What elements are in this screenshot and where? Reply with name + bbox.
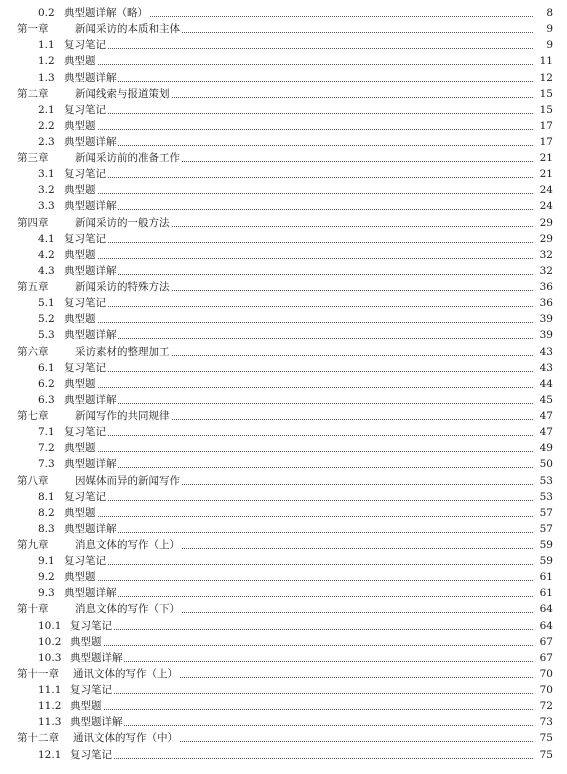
dot-leader [64,193,551,194]
toc-entry-title: 典型题详解 [64,136,117,148]
toc-entry-page-number: 75 [533,747,553,763]
toc-entry-page-number: 21 [533,150,553,166]
toc-section-row[interactable] [0,360,567,376]
toc-entry-page-number: 50 [533,456,553,472]
toc-chapter-row[interactable] [0,150,567,166]
toc-entry-title: 复习笔记 [64,103,106,116]
dot-leader [70,693,551,694]
toc-entry-title: 典型题 [64,119,96,132]
toc-entry-title: 典型题详解 [64,458,117,471]
dot-leader [64,274,551,275]
toc-section-row[interactable] [0,521,567,537]
toc-section-row[interactable] [0,698,567,714]
toc-chapter-row[interactable] [0,537,567,553]
toc-entry-number: 6.1 [38,361,55,374]
toc-entry-title: 典型题 [64,184,96,197]
toc-entry-page-number: 44 [533,376,553,392]
toc-section-row[interactable] [0,118,567,134]
toc-entry-title: 典型题 [64,248,96,261]
dot-leader [64,81,551,82]
dot-leader [64,500,551,501]
toc-entry-title: 典型题 [70,700,102,713]
dot-leader [64,242,551,243]
toc-entry-page-number: 24 [533,198,553,214]
toc-entry-title: 典型题 [70,635,102,648]
dot-leader [64,209,551,210]
dot-leader [64,467,551,468]
toc-entry-page-number: 53 [533,489,553,505]
toc-section-row[interactable] [0,182,567,198]
dot-leader [64,403,551,404]
toc-entry-page-number: 72 [533,698,553,714]
toc-entry-number: 第一章 [17,23,49,36]
toc-entry-number: 3.3 [38,200,55,213]
dot-leader [64,258,551,259]
toc-chapter-row[interactable] [0,473,567,489]
toc-entry-number: 9.1 [38,555,55,568]
toc-entry-number: 8.3 [38,522,55,535]
toc-section-row[interactable] [0,166,567,182]
toc-section-row[interactable] [0,714,567,730]
toc-section-row[interactable] [0,569,567,585]
toc-entry-title: 通讯文体的写作（中） [73,732,178,745]
toc-entry-number: 5.2 [38,313,55,326]
toc-entry-title: 典型题 [64,571,96,584]
toc-entry-number: 12.1 [38,748,62,761]
toc-entry-title: 复习笔记 [64,555,106,568]
toc-entry-page-number: 57 [533,521,553,537]
toc-entry-page-number: 67 [533,650,553,666]
toc-entry-title: 新闻采访的本质和主体 [75,23,180,36]
toc-section-row[interactable] [0,456,567,472]
toc-entry-title: 复习笔记 [70,748,112,761]
toc-entry-number: 第二章 [17,87,49,100]
toc-entry-number: 1.1 [38,39,55,52]
toc-entry-page-number: 39 [533,327,553,343]
toc-entry-page-number: 15 [533,102,553,118]
toc-entry-page-number: 70 [533,666,553,682]
toc-entry-title: 新闻线索与报道策划 [75,87,170,100]
toc-entry-number: 10.3 [38,651,62,664]
toc-section-row[interactable] [0,53,567,69]
toc-entry-title: 复习笔记 [64,426,106,439]
toc-entry-page-number: 64 [533,618,553,634]
toc-entry-title: 典型题详解 [70,651,123,664]
toc-section-row[interactable] [0,37,567,53]
toc-entry-number: 1.3 [38,71,55,84]
toc-entry-page-number: 47 [533,408,553,424]
toc-entry-title: 典型题详解 [64,200,117,213]
toc-section-row[interactable] [0,489,567,505]
toc-entry-page-number: 75 [533,730,553,746]
toc-entry-title: 新闻采访的特殊方法 [75,281,170,293]
toc-section-row[interactable] [0,327,567,343]
toc-entry-page-number: 59 [533,537,553,553]
dot-leader [64,129,551,130]
toc-entry-title: 复习笔记 [64,361,106,374]
toc-entry-page-number: 9 [533,21,553,37]
toc-section-row[interactable] [0,198,567,214]
toc-section-row[interactable] [0,311,567,327]
toc-section-row[interactable] [0,134,567,150]
toc-entry-page-number: 11 [533,53,553,69]
dot-leader [70,709,551,710]
toc-entry-page-number: 32 [533,247,553,263]
toc-chapter-row[interactable] [0,279,567,295]
toc-entry-page-number: 36 [533,279,553,295]
toc-entry-title: 典型题详解 [64,522,117,535]
toc-entry-title: 采访素材的整理加工 [75,345,170,358]
toc-entry-title: 典型题详解 [64,264,117,277]
toc-entry-number: 9.3 [38,587,55,600]
toc-entry-page-number: 43 [533,360,553,376]
toc-entry-number: 11.3 [38,716,62,729]
dot-leader [64,177,551,178]
toc-chapter-row[interactable] [0,666,567,682]
toc-entry-title: 复习笔记 [70,619,112,632]
toc-entry-number: 9.2 [38,571,55,584]
toc-entry-number: 第八章 [17,474,49,487]
toc-entry-title: 复习笔记 [64,168,106,181]
toc-entry-page-number: 43 [533,344,553,360]
dot-leader [70,725,551,726]
toc-entry-page-number: 39 [533,311,553,327]
toc-entry-number: 第四章 [17,216,49,229]
toc-entry-title: 新闻写作的共同规律 [75,410,170,422]
dot-leader [64,113,551,114]
toc-chapter-row[interactable] [0,215,567,231]
toc-entry-page-number: 61 [533,585,553,601]
toc-entry-number: 8.1 [38,490,55,503]
toc-entry-number: 第七章 [17,410,49,422]
toc-section-row[interactable] [0,505,567,521]
toc-chapter-row[interactable] [0,601,567,617]
toc-entry-number: 3.1 [38,168,55,181]
dot-leader [64,322,551,323]
toc-entry-number: 5.3 [38,329,55,342]
toc-entry-number: 第十一章 [17,667,59,680]
dot-leader [64,338,551,339]
toc-entry-number: 1.2 [38,55,55,68]
toc-entry-number: 第三章 [17,152,49,165]
toc-entry-title: 复习笔记 [64,39,106,52]
toc-entry-title: 典型题 [64,442,96,455]
dot-leader [64,516,551,517]
toc-entry-title: 典型题详解 [70,716,123,729]
toc-section-row[interactable] [0,102,567,118]
toc-entry-page-number: 32 [533,263,553,279]
toc-section-row[interactable] [0,424,567,440]
toc-chapter-row[interactable] [0,344,567,360]
toc-entry-title: 复习笔记 [64,232,106,245]
toc-entry-page-number: 53 [533,473,553,489]
dot-leader [70,661,551,662]
toc-entry-page-number: 8 [533,5,553,21]
toc-entry-number: 10.2 [38,635,62,648]
toc-entry-title: 因媒体而异的新闻写作 [75,474,180,487]
toc-entry-number: 第十二章 [17,732,59,745]
toc-entry-number: 6.3 [38,393,55,406]
toc-section-row[interactable] [0,70,567,86]
toc-entry-page-number: 59 [533,553,553,569]
toc-entry-page-number: 64 [533,601,553,617]
toc-entry-title: 典型题详解 [64,71,117,84]
toc-entry-title: 新闻采访的一般方法 [75,216,170,229]
dot-leader [64,371,551,372]
toc-entry-number: 6.2 [38,377,55,390]
toc-entry-page-number: 29 [533,231,553,247]
toc-entry-page-number: 12 [533,70,553,86]
toc-entry-title: 典型题详解（略） [64,7,148,19]
toc-section-row[interactable] [0,376,567,392]
dot-leader [64,64,551,65]
toc-entry-page-number: 21 [533,166,553,182]
dot-leader [70,645,551,646]
toc-entry-title: 典型题详解 [64,587,117,600]
toc-entry-number: 2.3 [38,136,55,148]
toc-entry-number: 4.3 [38,264,55,277]
dot-leader [70,629,551,630]
toc-entry-title: 典型题 [64,55,96,68]
toc-entry-number: 5.1 [38,297,55,310]
toc-section-row[interactable] [0,585,567,601]
toc-entry-page-number: 49 [533,440,553,456]
toc-entry-title: 复习笔记 [70,684,112,696]
toc-section-row[interactable] [0,618,567,634]
toc-entry-title: 典型题 [64,506,96,519]
toc-entry-number: 4.1 [38,232,55,245]
toc-entry-number: 4.2 [38,248,55,261]
toc-entry-number: 2.1 [38,103,55,116]
toc-entry-page-number: 17 [533,134,553,150]
toc-section-row[interactable] [0,392,567,408]
toc-entry-title: 典型题详解 [64,393,117,406]
toc-entry-title: 典型题 [64,313,96,326]
toc-entry-number: 11.2 [38,700,62,713]
toc-entry-page-number: 73 [533,714,553,730]
toc-entry-page-number: 70 [533,682,553,698]
toc-section-row[interactable] [0,231,567,247]
toc-entry-title: 典型题 [64,377,96,390]
toc-entry-title: 新闻采访前的准备工作 [75,152,180,165]
toc-section-row[interactable] [0,263,567,279]
toc-entry-title: 复习笔记 [64,490,106,503]
toc-entry-number: 0.2 [38,7,55,19]
toc-chapter-row[interactable] [0,86,567,102]
dot-leader [64,532,551,533]
toc-chapter-row[interactable] [0,730,567,746]
toc-entry-number: 10.1 [38,619,62,632]
toc-entry-number: 7.1 [38,426,55,439]
toc-entry-number: 7.3 [38,458,55,471]
dot-leader [64,48,551,49]
toc-entry-page-number: 61 [533,569,553,585]
toc-section-row[interactable] [0,747,567,763]
toc-entry-page-number: 9 [533,37,553,53]
dot-leader [64,451,551,452]
toc-entry-number: 8.2 [38,506,55,519]
toc-entry-title: 消息文体的写作（上） [75,539,180,551]
toc-chapter-row[interactable] [0,408,567,424]
toc-section-row[interactable] [0,295,567,311]
toc-entry-number: 2.2 [38,119,55,132]
toc-entry-title: 通讯文体的写作（上） [73,667,178,680]
toc-entry-number: 第六章 [17,345,49,358]
toc-section-row[interactable] [0,682,567,698]
toc-section-row[interactable] [0,553,567,569]
dot-leader [64,145,551,146]
dot-leader [64,387,551,388]
toc-entry-title: 复习笔记 [64,297,106,310]
dot-leader [64,564,551,565]
toc-entry-page-number: 17 [533,118,553,134]
toc-entry-page-number: 15 [533,86,553,102]
toc-section-row[interactable] [0,650,567,666]
toc-entry-number: 11.1 [38,684,62,696]
toc-entry-number: 第五章 [17,281,49,293]
toc-entry-page-number: 47 [533,424,553,440]
toc-entry-page-number: 67 [533,634,553,650]
dot-leader [64,596,551,597]
toc-entry-number: 第九章 [17,539,49,551]
toc-section-row[interactable] [0,440,567,456]
toc-entry-title: 典型题详解 [64,329,117,342]
toc-section-row[interactable] [0,634,567,650]
dot-leader [64,435,551,436]
toc-entry-page-number: 36 [533,295,553,311]
toc-entry-number: 7.2 [38,442,55,455]
toc-section-row[interactable] [0,5,567,21]
toc-entry-number: 第十章 [17,603,49,616]
toc-chapter-row[interactable] [0,21,567,37]
toc-entry-page-number: 29 [533,215,553,231]
dot-leader [70,758,551,759]
toc-section-row[interactable] [0,247,567,263]
toc-entry-title: 消息文体的写作（下） [75,603,180,616]
dot-leader [64,580,551,581]
toc-entry-page-number: 57 [533,505,553,521]
toc-entry-page-number: 45 [533,392,553,408]
dot-leader [64,306,551,307]
toc-entry-number: 3.2 [38,184,55,197]
toc-entry-page-number: 24 [533,182,553,198]
